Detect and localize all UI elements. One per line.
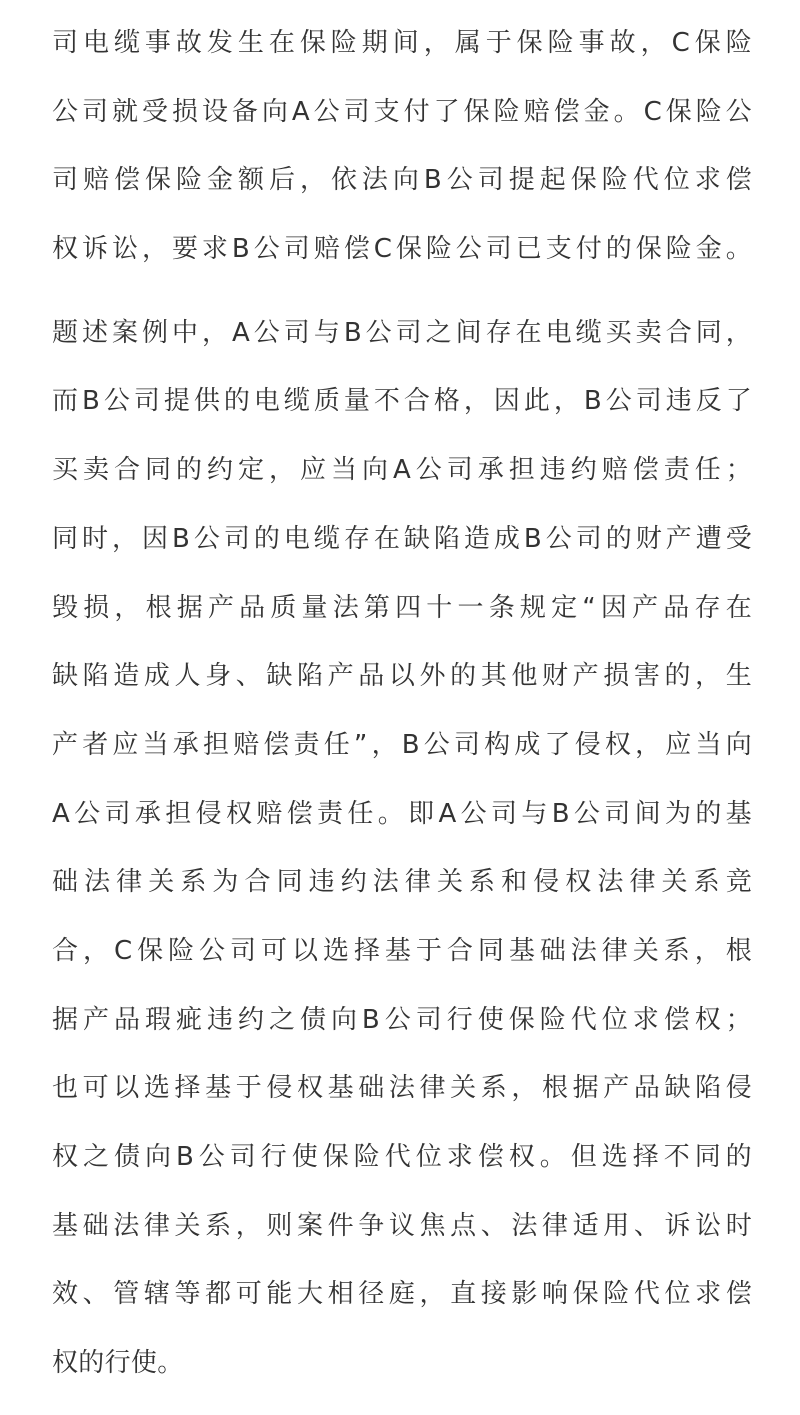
text-line: 毁损，根据产品质量法第四十一条规定“因产品存在 [52, 592, 752, 623]
paragraph-spacer [52, 284, 752, 299]
text-line: 也可以选择基于侵权基础法律关系，根据产品缺陷侵 [52, 1073, 752, 1104]
paragraph-1 [52, 9, 752, 284]
text-line: 而B公司提供的电缆质量不合格，因此，B公司违反了 [52, 386, 752, 417]
text-line: 础法律关系为合同违约法律关系和侵权法律关系竞 [52, 867, 752, 898]
text-line: 权诉讼，要求B公司赔偿C保险公司已支付的保险金。 [52, 234, 752, 265]
text-line: 司电缆事故发生在保险期间，属于保险事故，C保险 [52, 28, 752, 58]
text-line: A公司承担侵权赔偿责任。即A公司与B公司间为的基 [52, 798, 752, 829]
text-line: 权之债向B公司行使保险代位求偿权。但选择不同的 [52, 1142, 752, 1172]
text-line: 公司就受损设备向A公司支付了保险赔偿金。C保险公 [52, 96, 752, 127]
text-line: 产者应当承担赔偿责任”，B公司构成了侵权，应当向 [52, 729, 752, 760]
text-line: 司赔偿保险金额后，依法向B公司提起保险代位求偿 [52, 165, 752, 196]
paragraph-2 [52, 299, 752, 1398]
text-line-last: 权的行使。 [52, 1348, 184, 1379]
text-line: 题述案例中，A公司与B公司之间存在电缆买卖合同， [52, 317, 752, 348]
text-line: 据产品瑕疵违约之债向B公司行使保险代位求偿权； [52, 1004, 752, 1035]
text-line: 合，C保险公司可以选择基于合同基础法律关系，根 [52, 935, 752, 966]
text-line: 同时，因B公司的电缆存在缺陷造成B公司的财产遭受 [52, 523, 752, 554]
text-line: 效、管辖等都可能大相径庭，直接影响保险代位求偿 [52, 1279, 752, 1310]
text-line: 缺陷造成人身、缺陷产品以外的其他财产损害的，生 [52, 661, 752, 692]
article-body [52, 9, 752, 1398]
text-line: 基础法律关系，则案件争议焦点、法律适用、诉讼时 [52, 1210, 752, 1241]
text-line: 买卖合同的约定，应当向A公司承担违约赔偿责任； [52, 455, 752, 486]
